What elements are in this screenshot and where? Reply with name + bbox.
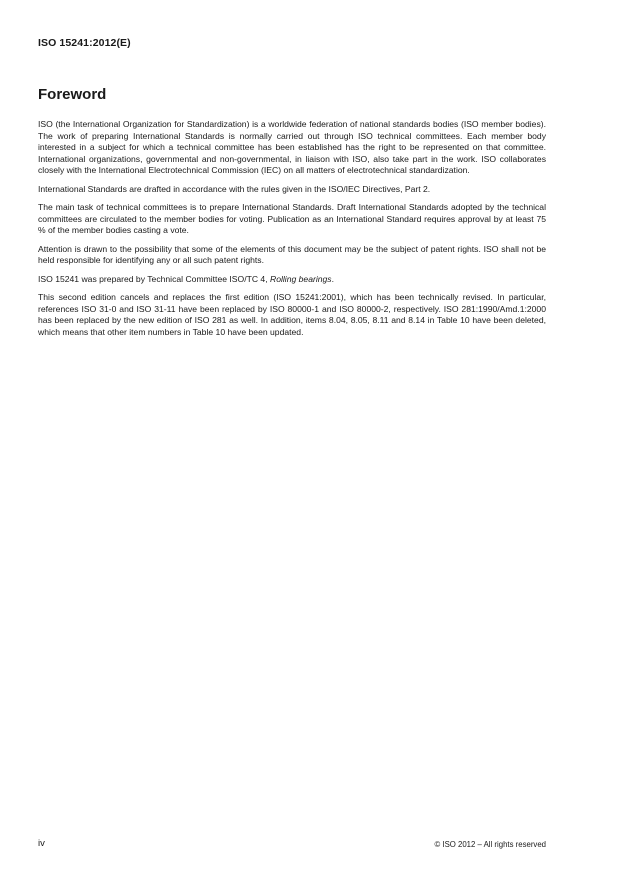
document-header-id: ISO 15241:2012(E)	[38, 37, 131, 49]
foreword-body	[38, 119, 546, 345]
paragraph-patent-rights: Attention is drawn to the possibility that some of the elements of this document may be the subject of patent rights. ISO shall not be held responsible for identifying any or all such patent rights.	[38, 243, 546, 265]
prepared-by-end: .	[331, 273, 334, 284]
paragraph-drafting-rules: International Standards are drafted in accordance with the rules given in the ISO/IEC Directives, Part 2.	[38, 183, 431, 194]
prepared-by-text: ISO 15241 was prepared by Technical Committee ISO/TC 4,	[38, 273, 270, 284]
paragraph-prepared-by	[38, 274, 546, 286]
page-title: Foreword	[38, 86, 107, 103]
paragraph-technical-committees: The main task of technical committees is to prepare International Standards. Draft International Standards adopted by the technical committees are circulated to the member bodies for voting. Publication as an International Standard requires approval by at least 75 % of the member bodies casting a vote.	[38, 202, 546, 235]
page-number: iv	[38, 838, 45, 849]
copyright-notice: © ISO 2012 – All rights reserved	[434, 840, 546, 849]
paragraph-iso-federation: ISO (the International Organization for Standardization) is a worldwide federation of national standards bodies (ISO member bodies). The work of preparing International Standards is normally carried out through ISO technical committees. Each member body interested in a subject for which a technical committee has been established has the right to be represented on that committee. International organizations, governmental and non-governmental, in liaison with ISO, also take part in the work. ISO collaborates closely with the International Electrotechnical Commission (IEC) on all matters of electrotechnical standardization.	[38, 119, 546, 175]
paragraph-edition-revision: This second edition cancels and replaces the first edition (ISO 15241:2001), which has been technically revised. In particular, references ISO 31-0 and ISO 31-11 have been replaced by ISO 80000-1 and ISO 80000-2, respectively. ISO 281:1990/Amd.1:2000 has been replaced by the new edition of ISO 281 as well. In addition, items 8.04, 8.05, 8.11 and 8.14 in Table 10 have been deleted, which means that other item numbers in Table 10 have been updated.	[38, 292, 546, 337]
committee-title: Rolling bearings	[269, 273, 332, 284]
